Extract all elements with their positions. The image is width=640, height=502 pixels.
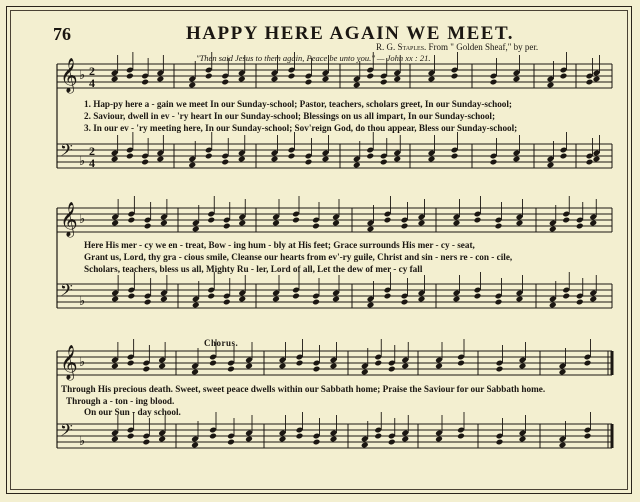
note-head — [451, 153, 459, 160]
note-head — [401, 436, 409, 443]
note-head — [560, 73, 568, 80]
note-head — [393, 76, 401, 83]
note-head — [142, 366, 150, 373]
note-head — [111, 436, 119, 443]
note-head — [516, 220, 524, 227]
note-head — [156, 76, 164, 83]
treble-clef: 𝄞 — [60, 202, 78, 237]
note-head — [192, 302, 200, 309]
note-head — [322, 156, 330, 163]
note-head — [288, 73, 296, 80]
note-head — [111, 363, 119, 370]
note-head — [207, 217, 215, 224]
note-head — [238, 156, 246, 163]
note-head — [330, 436, 338, 443]
note-head — [559, 369, 567, 376]
note-head — [332, 296, 340, 303]
note-head — [313, 366, 321, 373]
note-head — [495, 223, 503, 230]
note-head — [374, 433, 382, 440]
note-head — [562, 217, 570, 224]
note-head — [353, 82, 361, 89]
note-head — [223, 223, 231, 230]
system2-verse1: Here His mer - cy we en - treat, Bow - ing hum - bly at His feet; Grace surrounds His mer - cy - seat, — [84, 240, 475, 250]
note-head — [384, 293, 392, 300]
note-head — [111, 296, 119, 303]
note-head — [160, 296, 168, 303]
note-head — [126, 153, 134, 160]
time-signature-bottom: 4 — [89, 76, 95, 90]
note-head — [207, 293, 215, 300]
scripture-quote: "Then said Jesus to them again, Peace be unto you." — John xx : 21. — [196, 53, 431, 63]
system2-verse3: Scholars, teachers, bless us all, Mighty Ru - ler, Lord of all, Let the dew of mer - cy fall — [84, 264, 423, 274]
note-head — [593, 76, 601, 83]
system3-line2: Through a - ton - ing blood. — [66, 396, 175, 406]
note-head — [559, 442, 567, 449]
note-head — [586, 79, 594, 86]
note-head — [279, 436, 287, 443]
note-head — [221, 79, 229, 86]
note-head — [188, 162, 196, 169]
note-head — [513, 156, 521, 163]
note-head — [388, 439, 396, 446]
bass-clef: 𝄢 — [60, 280, 73, 304]
note-head — [312, 223, 320, 230]
note-head — [126, 73, 134, 80]
note-head — [279, 363, 287, 370]
time-signature-bottom: 4 — [89, 156, 95, 170]
system1-verse1: 1. Hap-py here a - gain we meet In our Sunday-school; Pastor, teachers, scholars greet, In our Sunday-school; — [84, 99, 512, 109]
note-head — [589, 296, 597, 303]
note-head — [332, 220, 340, 227]
composer-name: R. G. Staples. — [376, 42, 427, 52]
note-head — [547, 162, 555, 169]
note-head — [490, 79, 498, 86]
note-head — [496, 439, 504, 446]
note-head — [560, 153, 568, 160]
note-head — [593, 156, 601, 163]
note-head — [209, 360, 217, 367]
note-head — [367, 302, 375, 309]
note-head — [495, 299, 503, 306]
note-head — [305, 159, 313, 166]
note-head — [547, 82, 555, 89]
note-head — [127, 217, 135, 224]
note-head — [144, 299, 152, 306]
note-head — [380, 159, 388, 166]
note-head — [374, 360, 382, 367]
flat-key-signature: ♭ — [79, 212, 86, 227]
note-head — [238, 76, 246, 83]
note-head — [142, 439, 150, 446]
note-head — [367, 226, 375, 233]
note-head — [366, 73, 374, 80]
note-head — [576, 299, 584, 306]
note-head — [192, 226, 200, 233]
treble-clef: 𝄞 — [60, 58, 78, 93]
note-head — [127, 293, 135, 300]
note-head — [584, 360, 592, 367]
note-head — [453, 296, 461, 303]
note-head — [453, 220, 461, 227]
note-head — [384, 217, 392, 224]
system3-line3: On our Sun - day school. — [84, 407, 181, 417]
note-head — [428, 156, 436, 163]
note-head — [380, 79, 388, 86]
note-head — [238, 296, 246, 303]
note-head — [313, 439, 321, 446]
note-head — [156, 156, 164, 163]
note-head — [158, 363, 166, 370]
system3-line1: Through His precious death. Sweet, sweet peace dwells within our Sabbath home; Praise the Saviour for our Sabbath home. — [61, 384, 546, 394]
note-head — [435, 436, 443, 443]
note-head — [388, 366, 396, 373]
note-head — [191, 442, 199, 449]
note-head — [158, 436, 166, 443]
note-head — [288, 153, 296, 160]
flat-key-signature: ♭ — [79, 154, 86, 169]
note-head — [227, 366, 235, 373]
note-head — [141, 159, 149, 166]
flat-key-signature: ♭ — [79, 355, 86, 370]
note-head — [127, 360, 135, 367]
note-head — [401, 299, 409, 306]
note-head — [474, 293, 482, 300]
note-head — [393, 156, 401, 163]
note-head — [562, 293, 570, 300]
note-head — [111, 220, 119, 227]
note-head — [312, 299, 320, 306]
note-head — [401, 223, 409, 230]
note-head — [435, 363, 443, 370]
bass-clef: 𝄢 — [60, 140, 73, 164]
note-head — [271, 76, 279, 83]
note-head — [418, 296, 426, 303]
note-head — [401, 363, 409, 370]
system2-verse2: Grant us, Lord, thy gra - cious smile, Cleanse our hearts from ev'-ry guile, Christ and sin - ners re - con - cile, — [84, 252, 513, 262]
note-head — [188, 82, 196, 89]
note-head — [361, 369, 369, 376]
note-head — [191, 369, 199, 376]
note-head — [330, 363, 338, 370]
note-head — [584, 433, 592, 440]
note-head — [271, 156, 279, 163]
note-head — [496, 366, 504, 373]
note-head — [296, 360, 304, 367]
note-head — [111, 76, 119, 83]
note-head — [457, 360, 465, 367]
note-head — [160, 220, 168, 227]
note-head — [519, 363, 527, 370]
note-head — [361, 442, 369, 449]
note-head — [549, 226, 557, 233]
note-head — [205, 153, 213, 160]
note-head — [457, 433, 465, 440]
note-head — [144, 223, 152, 230]
note-head — [245, 436, 253, 443]
chorus-label: Chorus. — [204, 338, 239, 348]
flat-key-signature: ♭ — [79, 434, 86, 449]
note-head — [227, 439, 235, 446]
note-head — [111, 156, 119, 163]
note-head — [589, 220, 597, 227]
note-head — [209, 433, 217, 440]
note-head — [549, 302, 557, 309]
time-signature-top: 2 — [89, 144, 95, 158]
note-head — [353, 162, 361, 169]
page-number: 76 — [53, 24, 71, 44]
note-head — [490, 159, 498, 166]
note-head — [272, 296, 280, 303]
note-head — [576, 223, 584, 230]
bass-clef: 𝄢 — [60, 420, 73, 444]
note-head — [366, 153, 374, 160]
note-head — [292, 293, 300, 300]
note-head — [127, 433, 135, 440]
note-head — [292, 217, 300, 224]
system1-verse3: 3. In our ev - 'ry meeting here, In our Sunday-school; Sov'reign God, do thou appear, Bless our Sunday-school; — [84, 123, 518, 133]
note-head — [519, 436, 527, 443]
note-head — [238, 220, 246, 227]
note-head — [223, 299, 231, 306]
system1-verse2: 2. Saviour, dwell in ev - 'ry heart In our Sunday-school; Blessings on us all impart, In our Sunday-school; — [84, 111, 496, 121]
note-head — [451, 73, 459, 80]
note-head — [305, 79, 313, 86]
hymn-title: HAPPY HERE AGAIN WE MEET. — [186, 23, 514, 44]
note-head — [322, 76, 330, 83]
note-head — [141, 79, 149, 86]
source-note: From " Golden Sheaf," by per. — [428, 42, 539, 52]
note-head — [296, 433, 304, 440]
note-head — [272, 220, 280, 227]
note-head — [586, 159, 594, 166]
note-head — [205, 73, 213, 80]
note-head — [221, 159, 229, 166]
note-head — [513, 76, 521, 83]
time-signature-top: 2 — [89, 64, 95, 78]
note-head — [516, 296, 524, 303]
flat-key-signature: ♭ — [79, 294, 86, 309]
note-head — [428, 76, 436, 83]
treble-clef: 𝄞 — [60, 345, 78, 380]
note-head — [245, 363, 253, 370]
flat-key-signature: ♭ — [79, 68, 86, 83]
note-head — [418, 220, 426, 227]
note-head — [474, 217, 482, 224]
